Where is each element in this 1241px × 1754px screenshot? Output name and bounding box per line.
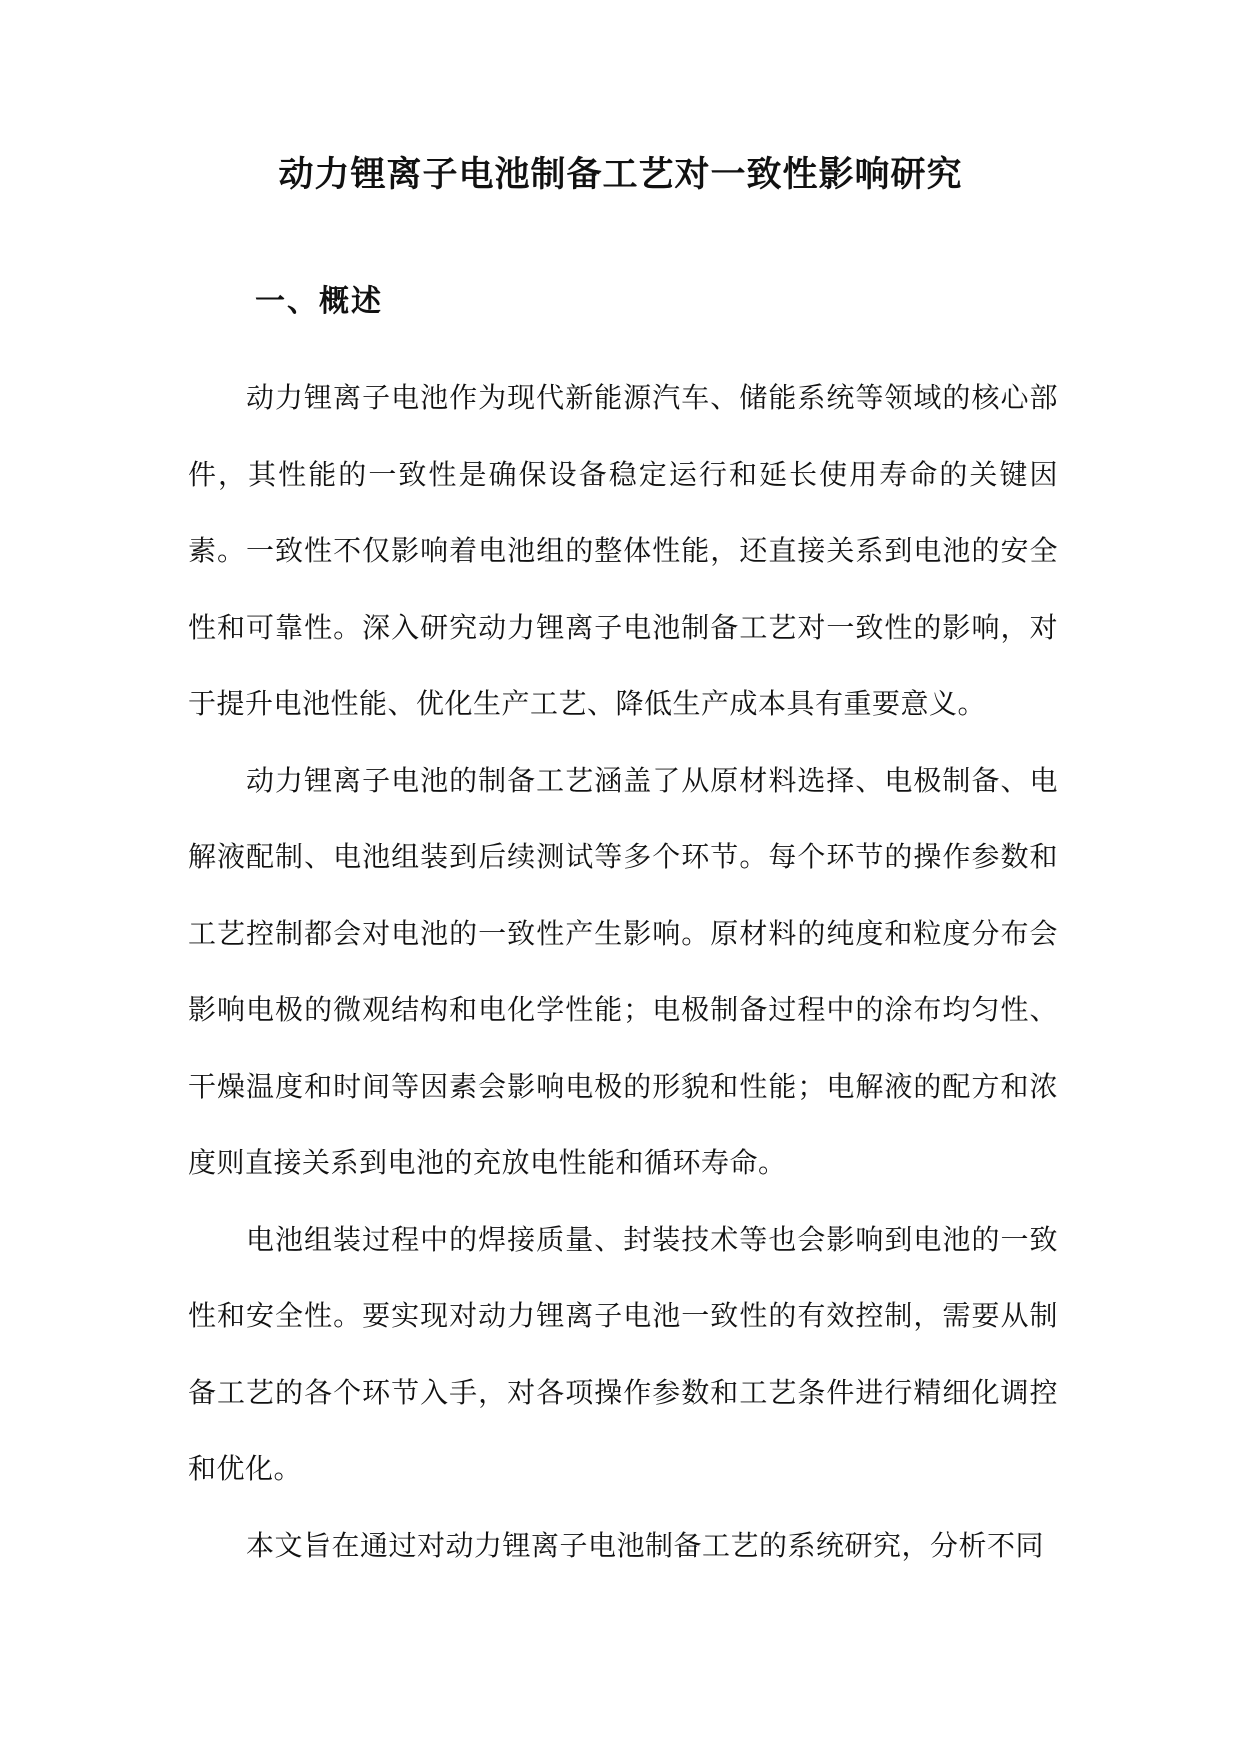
paragraph: 电池组装过程中的焊接质量、封装技术等也会影响到电池的一致性和安全性。要实现对动力锂离子电池一致性的有效控制，需要从制备工艺的各个环节入手，对各项操作参数和工艺条件进行精细化调控和优化。 bbox=[188, 1222, 1058, 1485]
paragraph: 动力锂离子电池作为现代新能源汽车、储能系统等领域的核心部件，其性能的一致性是确保设备稳定运行和延长使用寿命的关键因素。一致性不仅影响着电池组的整体性能，还直接关系到电池的安全性和可靠性。深入研究动力锂离子电池制备工艺对一致性的影响，对于提升电池性能、优化生产工艺、降低生产成本具有重要意义。 bbox=[188, 381, 1058, 720]
document-title: 动力锂离子电池制备工艺对一致性影响研究 bbox=[278, 155, 963, 195]
section-heading: 一、概述 bbox=[255, 284, 383, 319]
paragraph: 动力锂离子电池的制备工艺涵盖了从原材料选择、电极制备、电解液配制、电池组装到后续测试等多个环节。每个环节的操作参数和工艺控制都会对电池的一致性产生影响。原材料的纯度和粒度分布会影响电极的微观结构和电化学性能；电极制备过程中的涂布均匀性、干燥温度和时间等因素会影响电极的形貌和性能；电解液的配方和浓度则直接关系到电池的充放电性能和循环寿命。 bbox=[188, 763, 1058, 1179]
body-text bbox=[188, 360, 1058, 1584]
paragraph: 本文旨在通过对动力锂离子电池制备工艺的系统研究，分析不同 bbox=[246, 1528, 1045, 1562]
